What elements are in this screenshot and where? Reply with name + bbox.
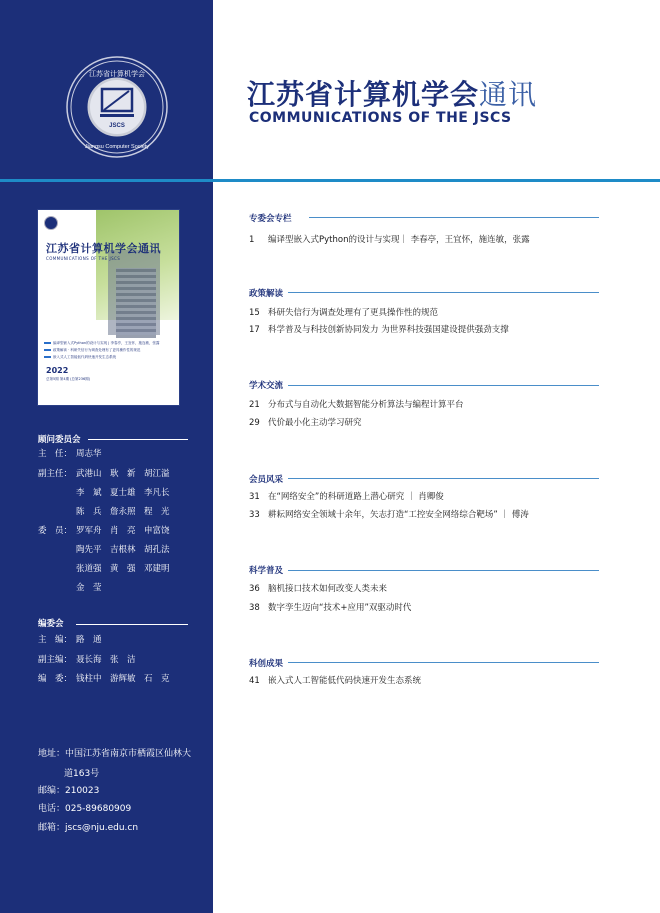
- toc-item[interactable]: 38 数字孪生迈向“技术+应用”双驱动时代: [249, 603, 412, 613]
- toc-item[interactable]: 31 在“网络安全”的科研道路上潜心研究 ｜ 肖卿俊: [249, 492, 444, 502]
- toc-item[interactable]: 41 嵌入式人工智能低代码快速开发生态系统: [249, 676, 422, 686]
- society-seal-icon: [66, 56, 168, 158]
- editorial-names: 聂长海 张 洁: [76, 655, 136, 665]
- sidebar: [0, 0, 213, 913]
- header-divider: [0, 179, 660, 182]
- toc-section-rule: [309, 217, 599, 218]
- toc-item[interactable]: 36 脑机接口技术如何改变人类未来: [249, 584, 388, 594]
- advisory-label-member: 委 员：: [38, 526, 73, 536]
- cover-year: 2022: [46, 366, 69, 375]
- toc-item[interactable]: 1 编译型嵌入式Python的设计与实现｜ 李春亭，王宜怀，施连敏，张露: [249, 235, 530, 245]
- editorial-heading: 编委会: [38, 619, 64, 629]
- toc-section-title: 科创成果: [249, 659, 284, 669]
- phone: 电话：025-89680909: [38, 804, 132, 814]
- editorial-label: 副主编：: [38, 655, 73, 665]
- toc-item[interactable]: 17 科学普及与科技创新协同发力 为世界科技强国建设提供强劲支撑: [249, 325, 509, 335]
- advisory-names: 金 莹: [76, 583, 102, 593]
- cover-line-2: 政策解读 · 科研失信行为调查处理有了更具操作性的规范: [53, 348, 141, 352]
- toc-item[interactable]: 29 代价最小化主动学习研究: [249, 418, 362, 428]
- advisory-names: 陈 兵 詹永照 程 光: [76, 507, 170, 517]
- masthead-title: [247, 73, 537, 113]
- seal-ring-text-en: Jiangsu Computer Society: [84, 144, 150, 150]
- toc-section-title: 政策解读: [249, 289, 284, 299]
- issue-cover-thumbnail[interactable]: [38, 210, 179, 405]
- masthead-title-light: 通讯: [479, 78, 538, 111]
- toc-section-title: 会员风采: [249, 475, 284, 485]
- address-line-1: 地址：中国江苏省南京市栖霞区仙林大: [38, 749, 192, 759]
- cover-title: 江苏省计算机学会通讯: [46, 242, 161, 255]
- email-link[interactable]: 邮箱：jscs@nju.edu.cn: [38, 823, 139, 833]
- toc-section-rule: [288, 478, 599, 479]
- seal-center-text: JSCS: [109, 123, 125, 129]
- toc-section-rule: [288, 385, 599, 386]
- editorial-names: 钱柱中 游辉敏 石 克: [76, 674, 170, 684]
- toc-section-title: 科学普及: [249, 566, 284, 576]
- cover-line-3: 嵌入式人工智能低代码快速开发生态系统: [53, 355, 116, 359]
- toc-section-rule: [288, 292, 599, 293]
- advisory-label-chair: 主 任：: [38, 449, 73, 459]
- postcode: 邮编：210023: [38, 786, 100, 796]
- advisory-names: 李 斌 夏士雄 李凡长: [76, 488, 170, 498]
- toc-section-title: 专委会专栏: [249, 214, 292, 224]
- advisory-names: 陶先平 吉根林 胡孔法: [76, 545, 170, 555]
- cover-logo-icon: [44, 216, 58, 230]
- cover-issue: 总第5期 第4期 (总第236期): [46, 377, 91, 381]
- cover-line-1: 编译型嵌入式Python的设计与实现 | 李春亭，王宜怀，施连敏，张露: [53, 341, 160, 345]
- seal-ring-text-cn: 江苏省计算机学会: [89, 70, 145, 78]
- advisory-label-vice: 副主任：: [38, 469, 73, 479]
- toc-item[interactable]: 15 科研失信行为调查处理有了更具操作性的规范: [249, 308, 439, 318]
- cover-subtitle: COMMUNICATIONS OF THE JSCS: [46, 256, 121, 261]
- advisory-names: 罗军舟 肖 亮 申富饶: [76, 526, 170, 536]
- editorial-rule: [76, 624, 188, 625]
- editorial-label: 主 编：: [38, 635, 73, 645]
- toc-item[interactable]: 33 耕耘网络安全领域十余年，矢志打造“工控安全网络综合靶场” ｜ 傅涛: [249, 510, 529, 520]
- address-line-2: 道163号: [64, 769, 100, 779]
- masthead-title-bold: 江苏省计算机学会: [247, 78, 480, 111]
- toc-section-rule: [288, 570, 599, 571]
- toc-section-title: 学术交流: [249, 381, 284, 391]
- toc-section-rule: [288, 662, 599, 663]
- advisory-rule: [88, 439, 188, 440]
- advisory-names: 张道强 黄 强 邓建明: [76, 564, 170, 574]
- editorial-label: 编 委：: [38, 674, 73, 684]
- advisory-heading: 顾问委员会: [38, 435, 81, 445]
- masthead-subtitle: COMMUNICATIONS OF THE JSCS: [249, 110, 512, 126]
- toc-item[interactable]: 21 分布式与自动化大数据智能分析算法与编程计算平台: [249, 400, 464, 410]
- advisory-names: 武港山 耿 新 胡江溢: [76, 469, 170, 479]
- advisory-names: 周志华: [76, 449, 102, 459]
- editorial-names: 路 通: [76, 635, 102, 645]
